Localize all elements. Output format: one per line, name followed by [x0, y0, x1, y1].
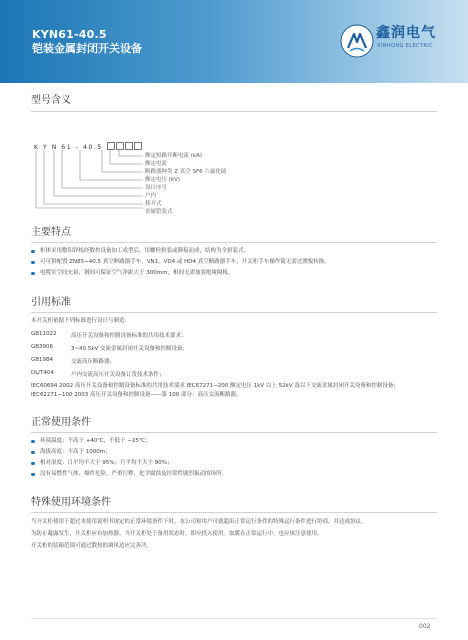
condition-item: 没有易燃性气体、爆炸危险、严重污秽、化学腐蚀及经常性剧烈振动的场所。	[31, 471, 227, 478]
special-condition-line: 当开关柜使用于超过本使用说明书规定的正常环境条件下时，本公司和用户可就超出正常运行条件的特殊运行条件进行协商，并达成协议。	[31, 519, 367, 525]
standard-code: DL/T404	[31, 370, 55, 376]
model-label: 断路器种类 Z 真空 SF6 六氟化硫	[145, 169, 227, 175]
brand-name: 鑫润电气	[376, 25, 436, 41]
iec-standard-line: IEC60694 2002 高压开关设备和控制设备标准的共用技术要求 IEC67271−200 额定电压 1kV 以上 52kV 及以下交流金属封闭开关设备和控制设备；	[31, 383, 399, 389]
page-number: 002	[419, 623, 431, 630]
standard-code: GB3906	[31, 344, 54, 350]
feature-item: 可可拼配置 ZN85−40.5 真空断路器手车，VN1、VD4 或 HD4 真空断路器手车，开关柜手车操作简无需过渡板转换。	[31, 259, 330, 266]
special-condition-line: 开关柜的装箱范围可通过散热的调风适应完善决。	[31, 543, 153, 549]
section-divider	[31, 242, 437, 243]
feature-item: 柜体采用敷铝锌板经数控设备加工成型后，用螺栓拼装或铆接而成，结构为全拼装式。	[31, 248, 249, 255]
model-label: 金属铠装式	[145, 209, 173, 215]
standard-desc: 户内交流高压开关设备订货技术条件；	[71, 372, 165, 378]
standard-code: GB11022	[31, 331, 57, 337]
special-conditions-heading: 特殊使用环境条件	[31, 497, 111, 508]
page-subtitle: 铠装金属封闭开关设备	[32, 42, 142, 55]
standards-heading: 引用标准	[31, 297, 71, 308]
model-heading: 型号含义	[31, 95, 71, 106]
footer-divider	[31, 618, 437, 619]
iec-standard-line: IEC62271−100 2003 高压开关设备和控制设备——第 100 部分：高压交流断路器。	[31, 392, 242, 398]
feature-item: 电缆室空间充裕，钢间可保证空气净距大于 300mm，相间无需加装绝缘隔板。	[31, 270, 233, 277]
features-heading: 主要特点	[31, 227, 71, 238]
standard-code: GB1984	[31, 357, 54, 363]
model-diagram-lines	[0, 0, 468, 210]
special-condition-line: 为防止凝露发生，开关柜应有加热器。当开关柜处于备用状态时，即应投入使用。取暖在正常运行中，也应该注意使用。	[31, 531, 323, 537]
brand-name-en: XINHONG ELECTRIC	[377, 43, 434, 49]
condition-item: 相对湿度：日平均不大于 95%；月平均不大于 90%；	[31, 460, 172, 467]
model-label: 设计序号	[145, 185, 168, 191]
normal-conditions-heading: 正常使用条件	[31, 417, 91, 428]
page-title: KYN61-40.5	[32, 28, 107, 41]
model-label: 额定电压 (kV)	[145, 177, 180, 183]
condition-item: 海拔高度：不高于 1000m；	[31, 449, 111, 456]
standard-desc: 高压开关设备和控制设备标准的共用技术要求；	[71, 333, 187, 339]
model-label: 额定电流	[145, 161, 168, 167]
model-label: 移开式	[145, 201, 162, 207]
standards-intro: 本开关柜依据下列标准进行设计与制造：	[31, 318, 131, 324]
model-label: 额定短路开断电流 (kA)	[145, 153, 202, 159]
standard-desc: 3~40.5kV 交流金属封闭开关设备和控制设备；	[71, 346, 189, 352]
model-label: 户内	[145, 193, 157, 199]
section-divider	[31, 312, 437, 313]
section-divider	[31, 432, 437, 433]
standard-desc: 交流高压断路器；	[71, 359, 116, 365]
model-code-text: K Y N 61 - 40.5	[34, 144, 103, 151]
condition-item: 环境温度：不高于 +40℃，不低于 −25℃；	[31, 438, 151, 445]
section-divider	[31, 512, 437, 513]
